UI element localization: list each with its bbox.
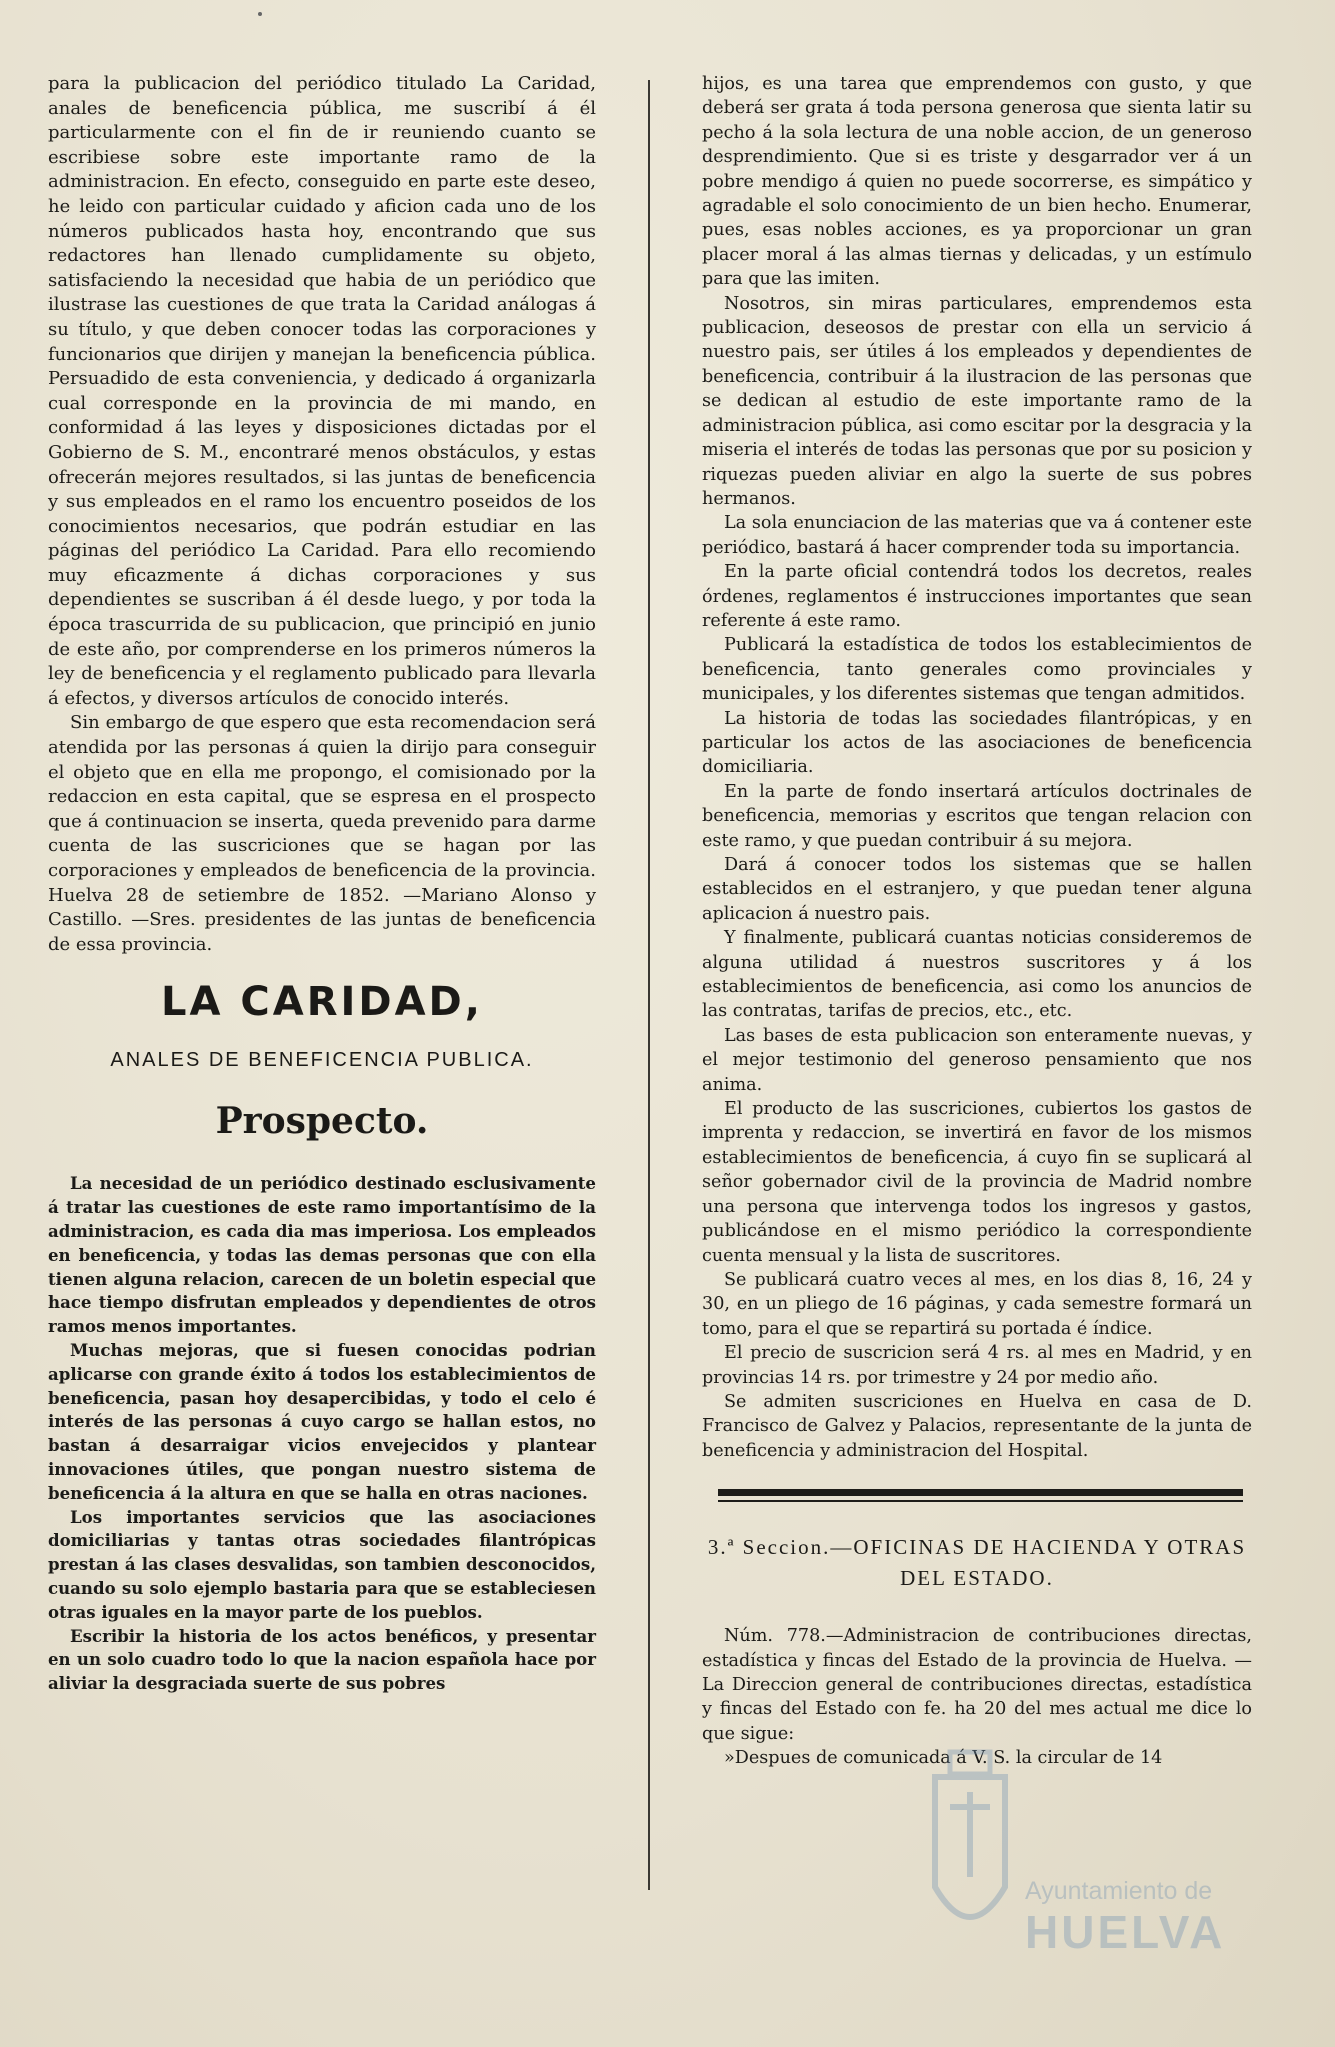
paragraph: Las bases de esta publicacion son enteramente nuevas, y el mejor testimonio del generoso pensamiento que nos anima. — [702, 1025, 1252, 1095]
paragraph: Sin embargo de que espero que esta recomendacion será atendida por las personas á quien la dirijo para conseguir el objeto que en ella me propongo, el comisionado por la redaccion en esta capital, que se espresa en el prospecto que á continuacion se inserta, queda prevenido para darme cuenta de las suscriciones que se hagan por las corporaciones y empleados de beneficencia de la provincia. Huelva 28 de setiembre de 1852. —Mariano Alonso y Castillo. —Sres. presidentes de las juntas de beneficencia de essa provincia. — [48, 712, 596, 955]
paragraph: Y finalmente, publicará cuantas noticias consideremos de alguna utilidad á nuestros suscritores y á los establecimientos de beneficencia, asi como los anuncios de las contratas, tarifas de precios, etc., etc. — [702, 928, 1252, 1022]
ink-speck — [258, 12, 262, 16]
paragraph: Se publicará cuatro veces al mes, en los dias 8, 16, 24 y 30, en un pliego de 16 páginas, y cada semestre formará un tomo, para el que se repartirá su portada é índice. — [702, 1269, 1252, 1339]
left-column — [48, 72, 596, 1696]
coat-of-arms-icon — [915, 1737, 1025, 1957]
section-rule-thick — [718, 1489, 1243, 1496]
paragraph: Núm. 778.—Administracion de contribuciones directas, estadística y fincas del Estado de la provincia de Huelva. —La Direccion general de contribuciones directas, estadística y fincas del Estado con fe. ha 20 del mes actual me dice lo que sigue: — [702, 1626, 1252, 1744]
prospectus-heading: Prospecto. — [215, 1100, 429, 1143]
section-rule-thin — [718, 1500, 1243, 1502]
paragraph: La necesidad de un periódico destinado esclusivamente á tratar las cuestiones de este ramo importantísimo de la administracion, es cada dia mas imperiosa. Los empleados en beneficencia, y todas las demas personas que con ella tienen alguna relacion, carecen de un boletin especial que hace tiempo disfrutan empleados y dependientes de otros ramos menos importantes. — [48, 1173, 596, 1337]
paragraph: para la publicacion del periódico titulado La Caridad, anales de beneficencia pública, me suscribí á él particularmente con el fin de ir reuniendo cuanto se escribiese sobre este importante ramo de la administracion. En efecto, conseguido en parte este deseo, he leido con particular cuidado y aficion cada uno de los números publicados hasta hoy, encontrando que sus redactores han llenado cumplidamente su objeto, satisfaciendo la necesidad que habia de un periódico que ilustrase las cuestiones de que trata la Caridad análogas á su título, y que deben conocer todas las corporaciones y funcionarios que dirijen y manejan la beneficencia pública. Persuadido de esta conveniencia, y dedicado á organizarla cual corresponde en la provincia de mi mando, en conformidad á las leyes y disposiciones dictadas por el Gobierno de S. M., encontraré menos obstáculos, y estas ofrecerán mejores resultados, si las juntas de beneficencia y sus empleados en el ramo los encuentro poseidos de los conocimientos necesarios, que podrán estudiar en las páginas del periódico La Caridad. Para ello recomiendo muy eficazmente á dichas corporaciones y sus dependientes se suscriban á él desde luego, y por toda la época trascurrida de su publicacion, que principió en junio de este año, por comprenderse en los primeros números la ley de beneficencia y el reglamento publicado para llevarla á efectos, y diversos artículos de conocido interés. — [48, 73, 596, 709]
paragraph: »Despues de comunicada á V. S. la circular de 14 — [724, 1748, 1163, 1769]
paragraph: Los importantes servicios que las asociaciones domiciliarias y tantas otras sociedades filantrópicas prestan á las clases desvalidas, son tambien desconocidos, cuando su solo ejemplo bastaria para que se estableciesen otras iguales en la mayor parte de los pueblos. — [48, 1506, 596, 1622]
paragraph: La historia de todas las sociedades filantrópicas, y en particular los actos de las asociaciones de beneficencia domiciliaria. — [702, 708, 1252, 778]
right-column — [702, 72, 1252, 1771]
paragraph: Publicará la estadística de todos los establecimientos de beneficencia, tanto generales como provinciales y municipales, y los diferentes sistemas que tengan admitidos. — [702, 635, 1252, 705]
paragraph: Escribir la historia de los actos benéficos, y presentar en un solo cuadro todo lo que la nacion española hace por aliviar la desgraciada suerte de sus pobres — [48, 1625, 596, 1694]
prospectus-body — [48, 1172, 596, 1696]
paragraph: Muchas mejoras, que si fuesen conocidas podrian aplicarse con grande éxito á todos los establecimientos de beneficencia, pasan hoy desapercibidas, y todo el celo é interés de las personas á cuyo cargo se hallan estos, no bastan á desarraigar vicios envejecidos y plantear innovaciones útiles, que pongan nuestro sistema de beneficencia á la altura en que se halla en otras naciones. — [48, 1339, 596, 1503]
paragraph: El precio de suscricion será 4 rs. al mes en Madrid, y en provincias 14 rs. por trimestre y 24 por medio año. — [702, 1343, 1252, 1388]
paragraph: La sola enunciacion de las materias que va á contener este periódico, bastará á hacer comprender toda su importancia. — [702, 513, 1252, 558]
paragraph: En la parte de fondo insertará artículos doctrinales de beneficencia, memorias y escritos que tengan relacion con este ramo, y que puedan contribuir á su mejora. — [702, 781, 1252, 851]
paragraph: En la parte oficial contendrá todos los decretos, reales órdenes, reglamentos é instrucciones importantes que sean referente á este ramo. — [702, 562, 1252, 631]
section-heading: 3.ª Seccion.—OFICINAS DE HACIENDA Y OTRAS DEL ESTADO. — [707, 1535, 1247, 1591]
paragraph: El producto de las suscriciones, cubiertos los gastos de imprenta y redaccion, se invertirá en favor de los mismos establecimientos de beneficencia, á cuyo fin se suplicará al señor gobernador civil de la provincia de Madrid nombre una persona que intervenga todos los ingresos y gastos, publicándose en el mismo periódico la correspondiente cuenta mensual y la lista de suscritores. — [702, 1099, 1252, 1266]
paragraph: Dará á conocer todos los sistemas que se hallen establecidos en el estranjero, y que puedan tener alguna aplicacion á nuestro pais. — [702, 855, 1252, 924]
watermark-line2: HUELVA — [1025, 1906, 1226, 1958]
paragraph: hijos, es una tarea que emprendemos con gusto, y que deberá ser grata á toda persona generosa que sienta latir su pecho á la sola lectura de una noble accion, de un generoso desprendimiento. Que si es triste y desgarrador ver á un pobre mendigo á quien no puede socorrerse, es simpático y agradable el solo conocimiento de un bien hecho. Enumerar, pues, esas nobles acciones, es ya proporcionar un gran placer moral á las almas tiernas y delicadas, y un estímulo para que las imiten. — [702, 74, 1252, 290]
archive-watermark — [905, 1717, 1265, 1977]
paragraph: Nosotros, sin miras particulares, emprendemos esta publicacion, deseosos de prestar con ella un servicio á nuestro pais, ser útiles á los empleados y dependientes de beneficencia, contribuir á la ilustracion de las personas que se dedican al estudio de este importante ramo de la administracion pública, asi como escitar por la desgracia y la miseria el interés de todas las personas que por su posicion y riquezas pueden aliviar en algo la suerte de sus pobres hermanos. — [702, 293, 1252, 509]
watermark-line1: Ayuntamiento de — [1025, 1877, 1213, 1905]
masthead-title: LA CARIDAD, — [161, 979, 483, 1026]
masthead-subtitle: ANALES DE BENEFICENCIA PUBLICA. — [110, 1049, 534, 1072]
column-divider — [648, 80, 650, 1890]
paragraph: Se admiten suscriciones en Huelva en casa de D. Francisco de Galvez y Palacios, representante de la junta de beneficencia y administracion del Hospital. — [702, 1391, 1252, 1461]
